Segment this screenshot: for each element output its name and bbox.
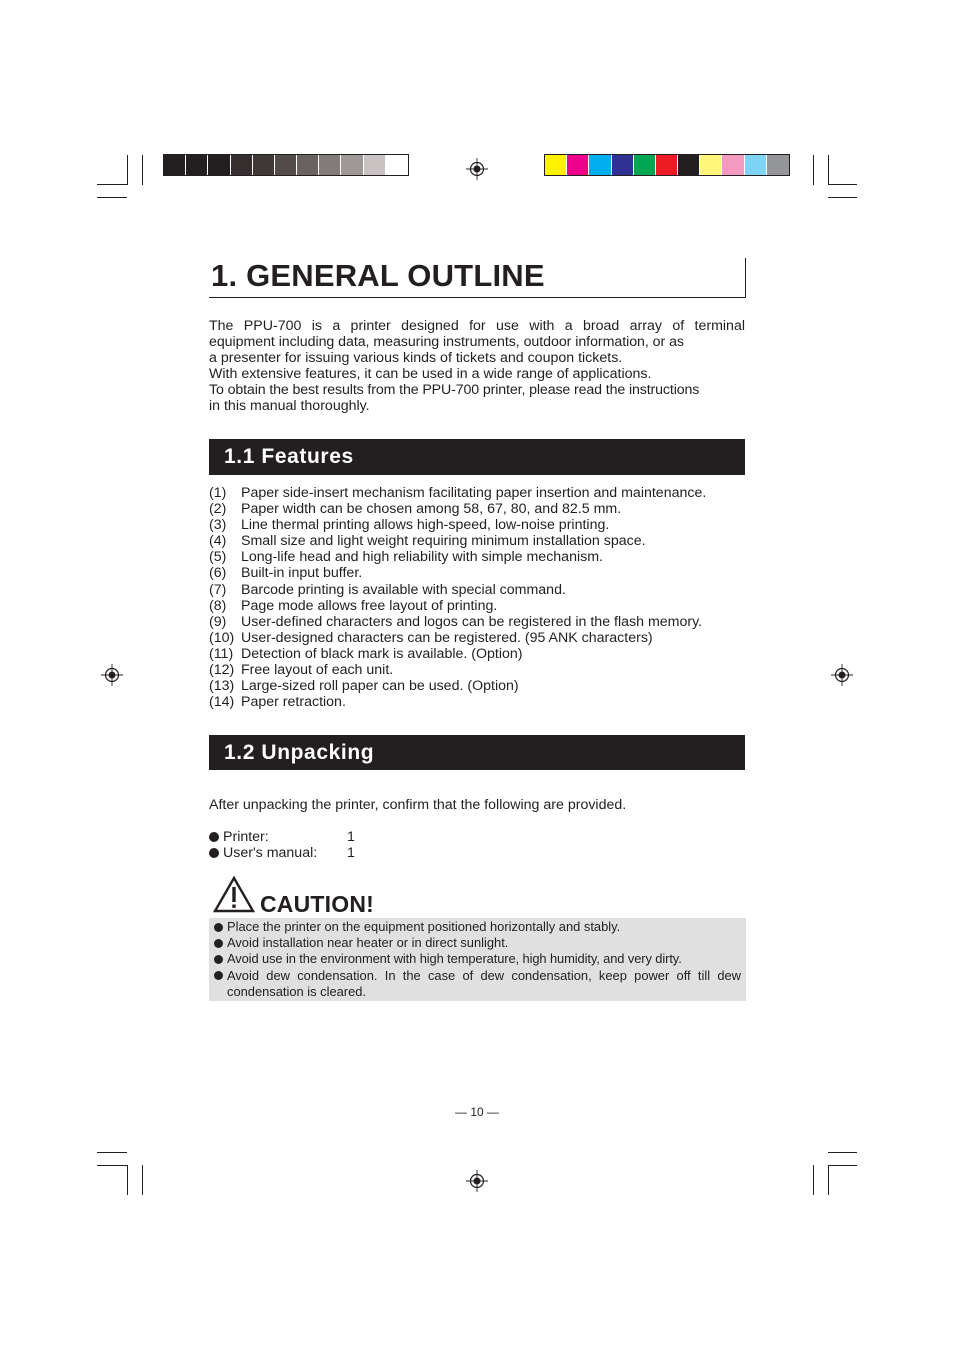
section-heading-features	[209, 439, 745, 475]
item-number: (5)	[209, 549, 227, 566]
provided-items-list	[209, 829, 355, 861]
intro-line: The PPU-700 is a printer designed for use with a broad array of terminal	[209, 318, 745, 334]
color-swatch	[767, 155, 789, 175]
list-item	[209, 829, 355, 845]
color-swatch	[275, 155, 297, 175]
chapter-title: 1. GENERAL OUTLINE	[211, 258, 545, 293]
intro-line: a presenter for issuing various kinds of tickets and coupon tickets.	[209, 350, 623, 366]
item-number: (1)	[209, 485, 227, 501]
section-heading-text: 1.2 Unpacking	[224, 741, 375, 764]
intro-line: equipment including data, measuring instruments, outdoor information, or as	[209, 334, 684, 350]
item-text: Small size and light weight requiring minimum installation space.	[241, 533, 646, 550]
list-item	[209, 694, 749, 710]
item-text: Paper width can be chosen among 58, 67, 80, and 82.5 mm.	[241, 501, 622, 518]
registration-target-icon	[831, 664, 853, 686]
color-swatch	[364, 155, 386, 175]
list-item	[209, 501, 749, 517]
registration-target-icon	[101, 664, 123, 686]
list-item	[209, 598, 749, 614]
caution-item	[214, 968, 741, 1000]
list-item	[209, 485, 749, 501]
color-swatch	[253, 155, 275, 175]
list-item	[209, 614, 749, 630]
item-number: (2)	[209, 501, 227, 518]
caution-title: CAUTION!	[260, 891, 375, 917]
item-number: (4)	[209, 533, 227, 550]
caution-item	[214, 919, 741, 935]
caution-item	[214, 935, 741, 951]
page-number: — 10 —	[454, 1105, 499, 1119]
intro-line: in this manual thoroughly.	[209, 398, 370, 414]
item-text: Long-life head and high reliability with simple mechanism.	[241, 549, 603, 566]
caution-text: Avoid use in the environment with high temperature, high humidity, and very dirty.	[227, 951, 682, 967]
list-item	[209, 646, 749, 662]
list-item	[209, 517, 749, 533]
registration-target-icon	[466, 1170, 488, 1192]
intro-line: With extensive features, it can be used in a wide range of applications.	[209, 366, 652, 382]
list-item	[209, 845, 355, 861]
color-swatch	[164, 155, 186, 175]
color-swatch	[208, 155, 230, 175]
bullet-icon	[214, 955, 223, 964]
intro-paragraph	[209, 318, 745, 414]
item-label: User's manual:	[223, 845, 318, 861]
color-swatch	[386, 155, 408, 175]
item-number: (3)	[209, 517, 227, 534]
item-text: Free layout of each unit.	[241, 662, 394, 679]
item-text: Barcode printing is available with special command.	[241, 581, 566, 598]
item-text: Paper retraction.	[241, 694, 346, 711]
item-text: User-defined characters and logos can be registered in the flash memory.	[241, 613, 703, 630]
chapter-title-box	[209, 258, 746, 298]
color-swatch	[722, 155, 744, 175]
bullet-icon	[209, 832, 219, 842]
bullet-icon	[214, 971, 223, 980]
item-number: (12)	[209, 662, 235, 679]
color-swatch	[231, 155, 253, 175]
list-item	[209, 678, 749, 694]
color-swatch	[700, 155, 722, 175]
item-number: (13)	[209, 678, 235, 695]
item-quantity: 1	[347, 829, 355, 845]
item-number: (8)	[209, 597, 227, 614]
features-list	[209, 485, 749, 710]
color-swatch	[319, 155, 341, 175]
list-item	[209, 533, 749, 549]
item-text: Page mode allows free layout of printing.	[241, 597, 498, 614]
item-number: (14)	[209, 694, 235, 711]
grayscale-color-bar	[163, 154, 409, 176]
list-item	[209, 582, 749, 598]
list-item	[209, 565, 749, 581]
caution-item	[214, 951, 741, 967]
color-swatch	[341, 155, 363, 175]
item-number: (10)	[209, 629, 235, 646]
caution-text: Place the printer on the equipment positioned horizontally and stably.	[227, 919, 621, 934]
registration-target-icon	[466, 158, 488, 180]
color-swatch	[678, 155, 700, 175]
color-swatch	[612, 155, 634, 175]
item-label: Printer:	[223, 829, 269, 845]
warning-triangle-icon	[213, 876, 255, 914]
list-item	[209, 630, 749, 646]
color-swatch	[745, 155, 767, 175]
color-swatch	[545, 155, 567, 175]
caution-text: Avoid installation near heater or in direct sunlight.	[227, 935, 509, 951]
item-text: Built-in input buffer.	[241, 565, 363, 582]
bullet-icon	[214, 923, 223, 932]
caution-text: Avoid dew condensation. In the case of dew condensation, keep power off till dew condensation is cleared.	[227, 967, 741, 999]
item-number: (7)	[209, 581, 227, 598]
section-heading-unpacking	[209, 735, 745, 770]
color-swatch	[656, 155, 678, 175]
item-quantity: 1	[347, 845, 355, 861]
unpacking-intro	[209, 797, 745, 813]
list-item	[209, 662, 749, 678]
item-text: User-designed characters can be registered. (95 ANK characters)	[241, 629, 653, 646]
item-text: Paper side-insert mechanism facilitating paper insertion and maintenance.	[241, 485, 707, 501]
unpacking-intro-text: After unpacking the printer, confirm that the following are provided.	[209, 797, 627, 813]
color-swatch	[186, 155, 208, 175]
list-item	[209, 549, 749, 565]
item-number: (11)	[209, 645, 234, 662]
item-text: Detection of black mark is available. (Option)	[241, 645, 523, 662]
bullet-icon	[209, 848, 219, 858]
color-swatch	[297, 155, 319, 175]
caution-box	[209, 918, 746, 1001]
bullet-icon	[214, 939, 223, 948]
color-swatch	[567, 155, 589, 175]
item-text: Line thermal printing allows high-speed, low-noise printing.	[241, 517, 610, 534]
item-text: Large-sized roll paper can be used. (Option)	[241, 678, 519, 695]
section-heading-text: 1.1 Features	[224, 445, 354, 468]
item-number: (9)	[209, 613, 227, 630]
process-color-bar	[544, 154, 790, 176]
intro-line: To obtain the best results from the PPU-700 printer, please read the instructions	[209, 382, 700, 398]
item-number: (6)	[209, 565, 227, 582]
color-swatch	[634, 155, 656, 175]
color-swatch	[589, 155, 611, 175]
